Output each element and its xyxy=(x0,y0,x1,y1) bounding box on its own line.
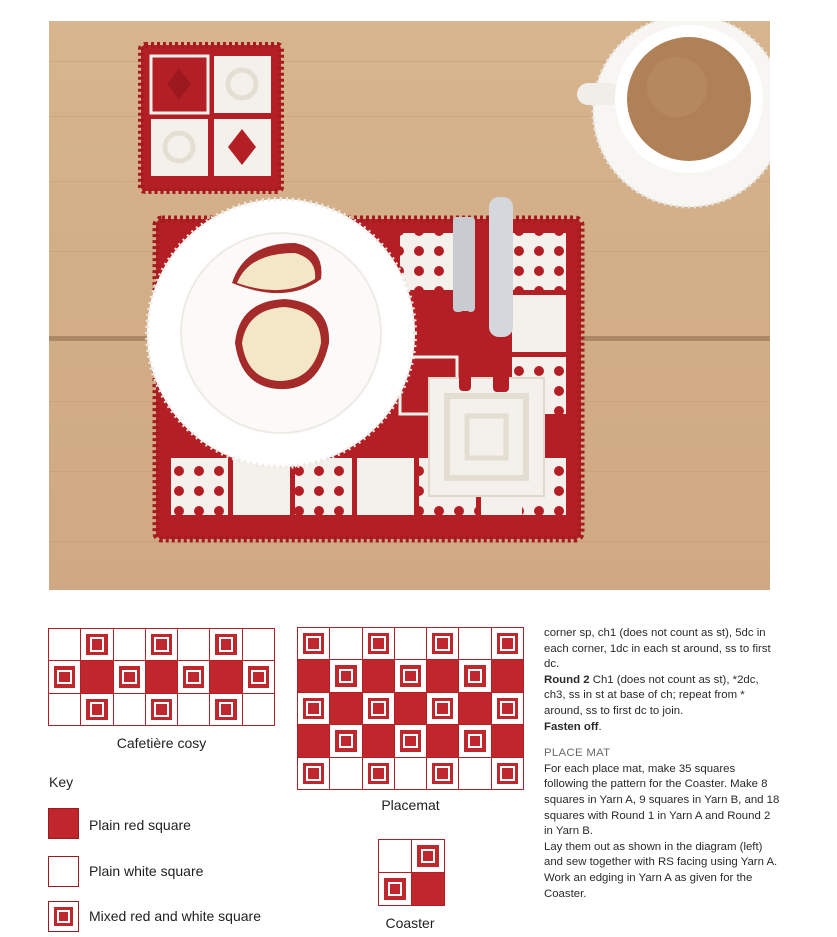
plain-white-square xyxy=(243,694,274,725)
plain-red-square xyxy=(412,873,444,905)
plain-white-square xyxy=(459,628,490,659)
key-swatch-mixed xyxy=(48,901,79,932)
plain-red-square xyxy=(459,693,490,724)
pattern-instructions xyxy=(544,626,780,902)
fasten-off-end: . xyxy=(598,720,602,733)
mixed-square xyxy=(459,725,490,756)
mixed-square xyxy=(330,725,361,756)
mixed-square xyxy=(363,758,394,789)
mixed-square xyxy=(363,628,394,659)
plain-red-square xyxy=(427,725,458,756)
key-label-mixed: Mixed red and white square xyxy=(89,908,261,924)
mixed-square xyxy=(330,660,361,691)
mixed-square xyxy=(379,873,411,905)
key-label-plain-white: Plain white square xyxy=(89,863,204,879)
plain-red-square xyxy=(492,725,523,756)
plain-red-square xyxy=(81,661,112,692)
plain-red-square xyxy=(298,660,329,691)
pattern-para-3: For each place mat, make 35 squares following the pattern for the Coaster. Make 8 squares in Yarn A, 9 squares in Yarn B, and 18 squares with Round 1 in Yarn A and Round 2 in Yarn B. xyxy=(544,762,780,838)
mixed-square xyxy=(298,693,329,724)
plain-red-square xyxy=(330,693,361,724)
plain-white-square xyxy=(395,628,426,659)
mixed-square xyxy=(210,694,241,725)
mixed-square xyxy=(81,629,112,660)
mixed-square xyxy=(492,693,523,724)
mixed-square xyxy=(298,758,329,789)
plain-red-square xyxy=(395,693,426,724)
photo-illustration xyxy=(49,21,770,590)
mixed-square xyxy=(395,725,426,756)
plain-white-square xyxy=(178,629,209,660)
mixed-square xyxy=(459,660,490,691)
plain-red-square xyxy=(210,661,241,692)
coffee-cup-photo xyxy=(577,21,770,207)
mixed-square xyxy=(81,694,112,725)
placemat-diagram xyxy=(297,627,524,790)
plain-red-square xyxy=(363,660,394,691)
plain-white-square xyxy=(114,694,145,725)
plate-photo xyxy=(147,199,415,467)
mixed-square xyxy=(178,661,209,692)
mixed-square xyxy=(395,660,426,691)
pattern-para-1: corner sp, ch1 (does not count as st), 5dc in each corner, 1dc in each st around, ss to first dc. xyxy=(544,627,771,671)
plain-white-square xyxy=(395,758,426,789)
plain-red-square xyxy=(427,660,458,691)
placemat-caption: Placemat xyxy=(381,797,440,813)
plain-red-square xyxy=(492,660,523,691)
plain-red-square xyxy=(298,725,329,756)
mixed-square xyxy=(427,628,458,659)
mixed-square xyxy=(492,758,523,789)
mixed-square xyxy=(146,694,177,725)
plain-white-square xyxy=(114,629,145,660)
place-mat-heading: PLACE MAT xyxy=(544,747,611,760)
cafetiere-cosy-caption: Cafetière cosy xyxy=(116,735,207,751)
mixed-square xyxy=(210,629,241,660)
fasten-off-label: Fasten off xyxy=(544,720,599,733)
mixed-square xyxy=(49,661,80,692)
coaster-photo xyxy=(141,45,281,191)
cafetiere-cosy-diagram xyxy=(48,628,275,726)
key-swatch-plain-red xyxy=(48,808,79,839)
round-2-text: Ch1 (does not count as st), *2dc, ch3, ss in st at base of ch; repeat from * around, ss to first dc to join. xyxy=(544,673,759,717)
mixed-square xyxy=(427,693,458,724)
plain-white-square xyxy=(330,628,361,659)
pattern-para-4: Lay them out as shown in the diagram (left) and sew together with RS facing using Yarn A. Work an edging in Yarn A as given for the Coaster. xyxy=(544,840,778,900)
pattern-para-2 xyxy=(544,673,780,720)
mixed-square xyxy=(412,840,444,872)
plain-white-square xyxy=(49,694,80,725)
mixed-square xyxy=(114,661,145,692)
mixed-square xyxy=(363,693,394,724)
key-label-plain-red: Plain red square xyxy=(89,817,191,833)
plain-white-square xyxy=(49,629,80,660)
key-title: Key xyxy=(49,774,74,790)
plain-white-square xyxy=(243,629,274,660)
round-2-label: Round 2 xyxy=(544,673,590,686)
mixed-square xyxy=(427,758,458,789)
coaster-diagram xyxy=(378,839,445,906)
plain-white-square xyxy=(379,840,411,872)
plain-white-square xyxy=(330,758,361,789)
pattern-fasten-off xyxy=(544,720,780,736)
mixed-square xyxy=(298,628,329,659)
mixed-square xyxy=(146,629,177,660)
mixed-square xyxy=(243,661,274,692)
key-swatch-plain-white xyxy=(48,856,79,887)
coaster-caption: Coaster xyxy=(385,915,435,931)
crochet-photo xyxy=(49,21,770,590)
plain-red-square xyxy=(146,661,177,692)
plain-white-square xyxy=(459,758,490,789)
plain-red-square xyxy=(363,725,394,756)
mixed-square xyxy=(492,628,523,659)
plain-white-square xyxy=(178,694,209,725)
